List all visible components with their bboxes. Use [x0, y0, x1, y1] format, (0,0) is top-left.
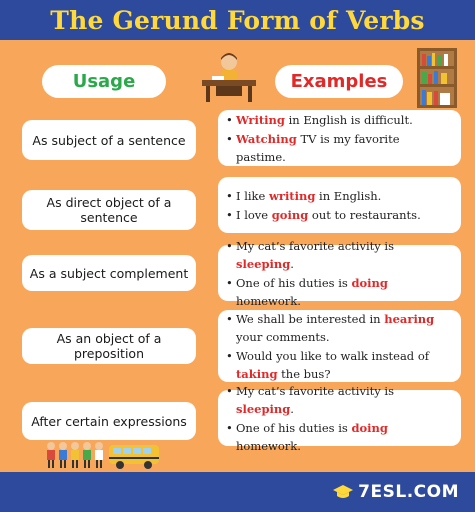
usage-row-1 — [22, 120, 196, 160]
site-logo[interactable] — [332, 482, 459, 502]
example-row-2 — [218, 177, 461, 233]
example-row-4 — [218, 310, 461, 382]
example-item: • I like writing in English. — [236, 187, 451, 205]
usage-header-label: Usage — [72, 71, 136, 92]
example-item: • My cat’s favorite activity is sleeping. — [236, 237, 451, 273]
title-bar — [0, 0, 475, 40]
school-bus-icon — [108, 442, 160, 470]
example-item: • My cat’s favorite activity is sleeping. — [236, 382, 451, 418]
example-row-1 — [218, 110, 461, 166]
student-at-desk-icon — [200, 50, 258, 102]
usage-row-5 — [22, 402, 196, 440]
examples-header-label: Examples — [290, 71, 388, 92]
usage-label: As subject of a sentence — [32, 132, 186, 148]
examples-header — [275, 65, 403, 98]
usage-label: As direct object of a sentence — [46, 195, 172, 225]
example-row-5 — [218, 383, 461, 453]
example-row-3 — [218, 238, 461, 308]
usage-row-3 — [22, 255, 196, 291]
page-title: The Gerund Form of Verbs — [50, 5, 425, 35]
children-group-icon — [44, 440, 104, 470]
example-item: • One of his duties is doing homework. — [236, 274, 451, 310]
usage-label: As a subject complement — [29, 265, 189, 281]
example-item: • We shall be interested in hearing your comments. — [236, 310, 451, 346]
logo-text: 7ESL.COM — [358, 482, 459, 502]
usage-row-2 — [22, 190, 196, 230]
graduation-cap-icon — [332, 484, 354, 500]
usage-row-4 — [22, 328, 196, 364]
example-item: • I love going out to restaurants. — [236, 206, 451, 224]
example-item: • One of his duties is doing homework. — [236, 419, 451, 455]
example-item: • Writing in English is difficult. — [236, 111, 451, 129]
footer — [0, 472, 475, 512]
example-item: • Watching TV is my favorite pastime. — [236, 130, 451, 166]
content-panel — [0, 40, 475, 472]
usage-header — [42, 65, 166, 98]
usage-label: After certain expressions — [31, 413, 187, 429]
example-item: • Would you like to walk instead of taking the bus? — [236, 347, 451, 383]
usage-label: As an object of a preposition — [56, 331, 162, 361]
bookshelf-icon — [417, 48, 457, 108]
